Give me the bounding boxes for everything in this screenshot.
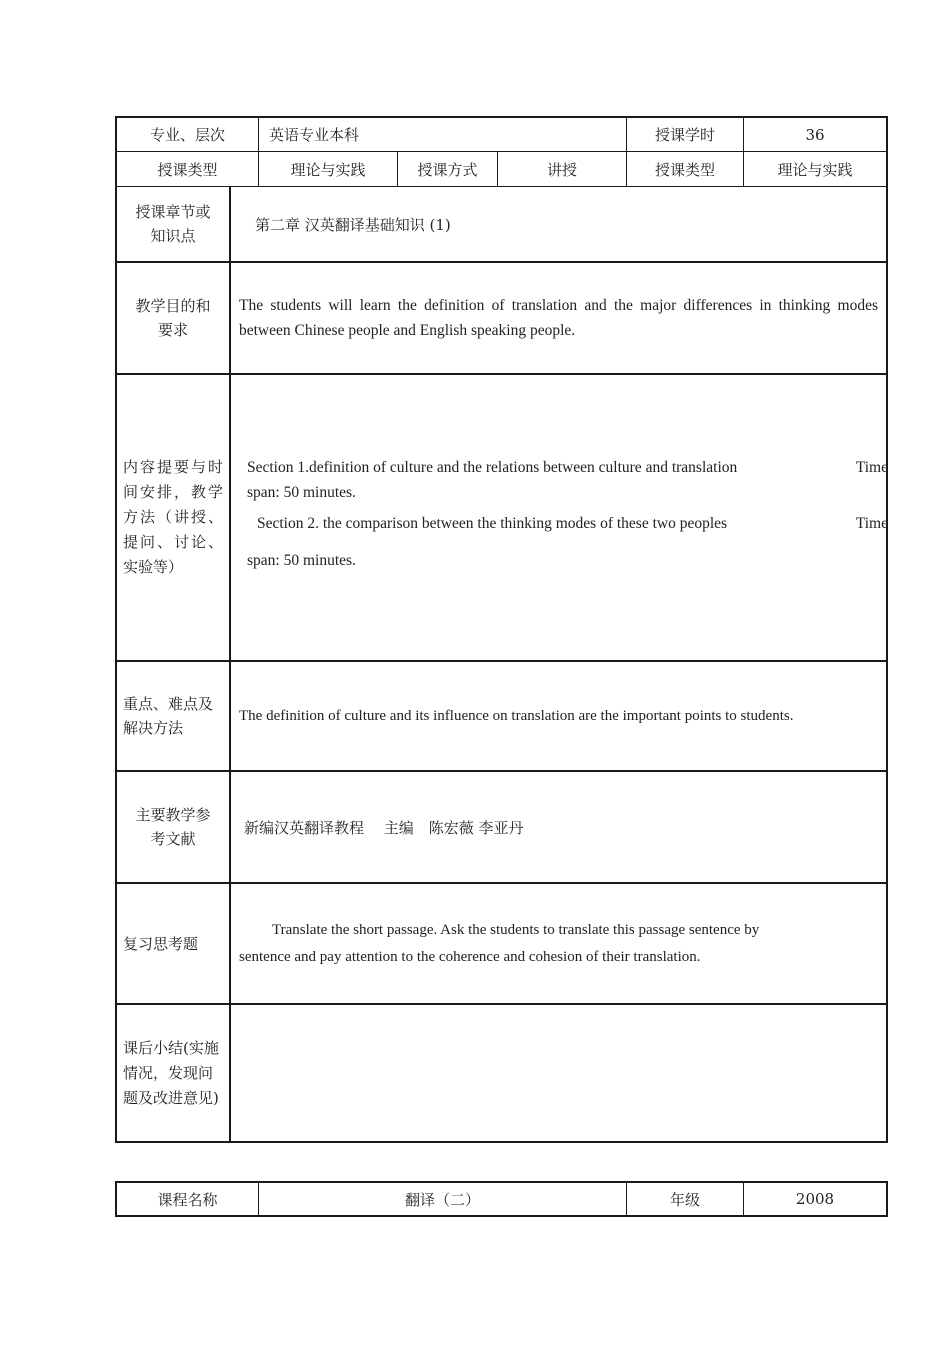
section1-time-label: Time [855, 459, 888, 476]
teaching-method-label: 授课方式 [398, 152, 498, 187]
summary-label: 课后小结(实施情况，发现问题及改进意见) [117, 1005, 231, 1141]
grade-value: 2008 [795, 1190, 835, 1208]
section2-text: Section 2. the comparison between the thinking modes of these two peoples [257, 515, 728, 532]
course-name-label: 课程名称 [117, 1183, 259, 1215]
content-label: 内容提要与时间安排，教学方法（讲授、提问、讨论、实验等） [117, 375, 231, 662]
references-value: 新编汉英翻译教程 主编 陈宏薇 李亚丹 [231, 772, 886, 884]
major-level-label: 专业、层次 [117, 118, 259, 152]
section1-span: span: 50 minutes. [247, 484, 356, 501]
course-name-value: 翻译（二） [259, 1183, 627, 1215]
review-line-2: sentence and pay attention to the coherence and cohesion of their translation. [239, 948, 701, 965]
teaching-type-value: 理论与实践 [259, 152, 398, 187]
teaching-method-value: 讲授 [498, 152, 627, 187]
objectives-label: 教学目的和要求 [117, 263, 231, 375]
teaching-hours-value: 36 [744, 118, 886, 152]
content-value [231, 375, 886, 662]
grade-label: 年级 [627, 1183, 744, 1215]
teaching-type-label: 授课类型 [117, 152, 259, 187]
section2-span: span: 50 minutes. [247, 552, 356, 569]
objectives-value: The students will learn the definition of translation and the major differences in thinking modes between Chinese people and English speaking people. [231, 263, 886, 375]
teaching-type-label-2: 授课类型 [627, 152, 744, 187]
review-line-1: Translate the short passage. Ask the students to translate this passage sentence by [272, 921, 760, 938]
section1-text: Section 1.definition of culture and the relations between culture and translation [247, 459, 738, 476]
major-level-value: 英语专业本科 [259, 118, 627, 152]
section2-time-label: Time [855, 515, 888, 532]
review-label: 复习思考题 [117, 884, 231, 1005]
references-label: 主要教学参考文献 [117, 772, 231, 884]
chapter-label: 授课章节或知识点 [117, 187, 231, 263]
summary-value [231, 1005, 886, 1141]
chapter-value: 第二章 汉英翻译基础知识 (1) [231, 187, 886, 263]
keypoints-label: 重点、难点及解决方法 [117, 662, 231, 772]
review-value [231, 884, 886, 1005]
teaching-hours-label: 授课学时 [627, 118, 744, 152]
teaching-type-value-2: 理论与实践 [744, 152, 886, 187]
keypoints-value: The definition of culture and its influence on translation are the important points to students. [231, 662, 886, 772]
